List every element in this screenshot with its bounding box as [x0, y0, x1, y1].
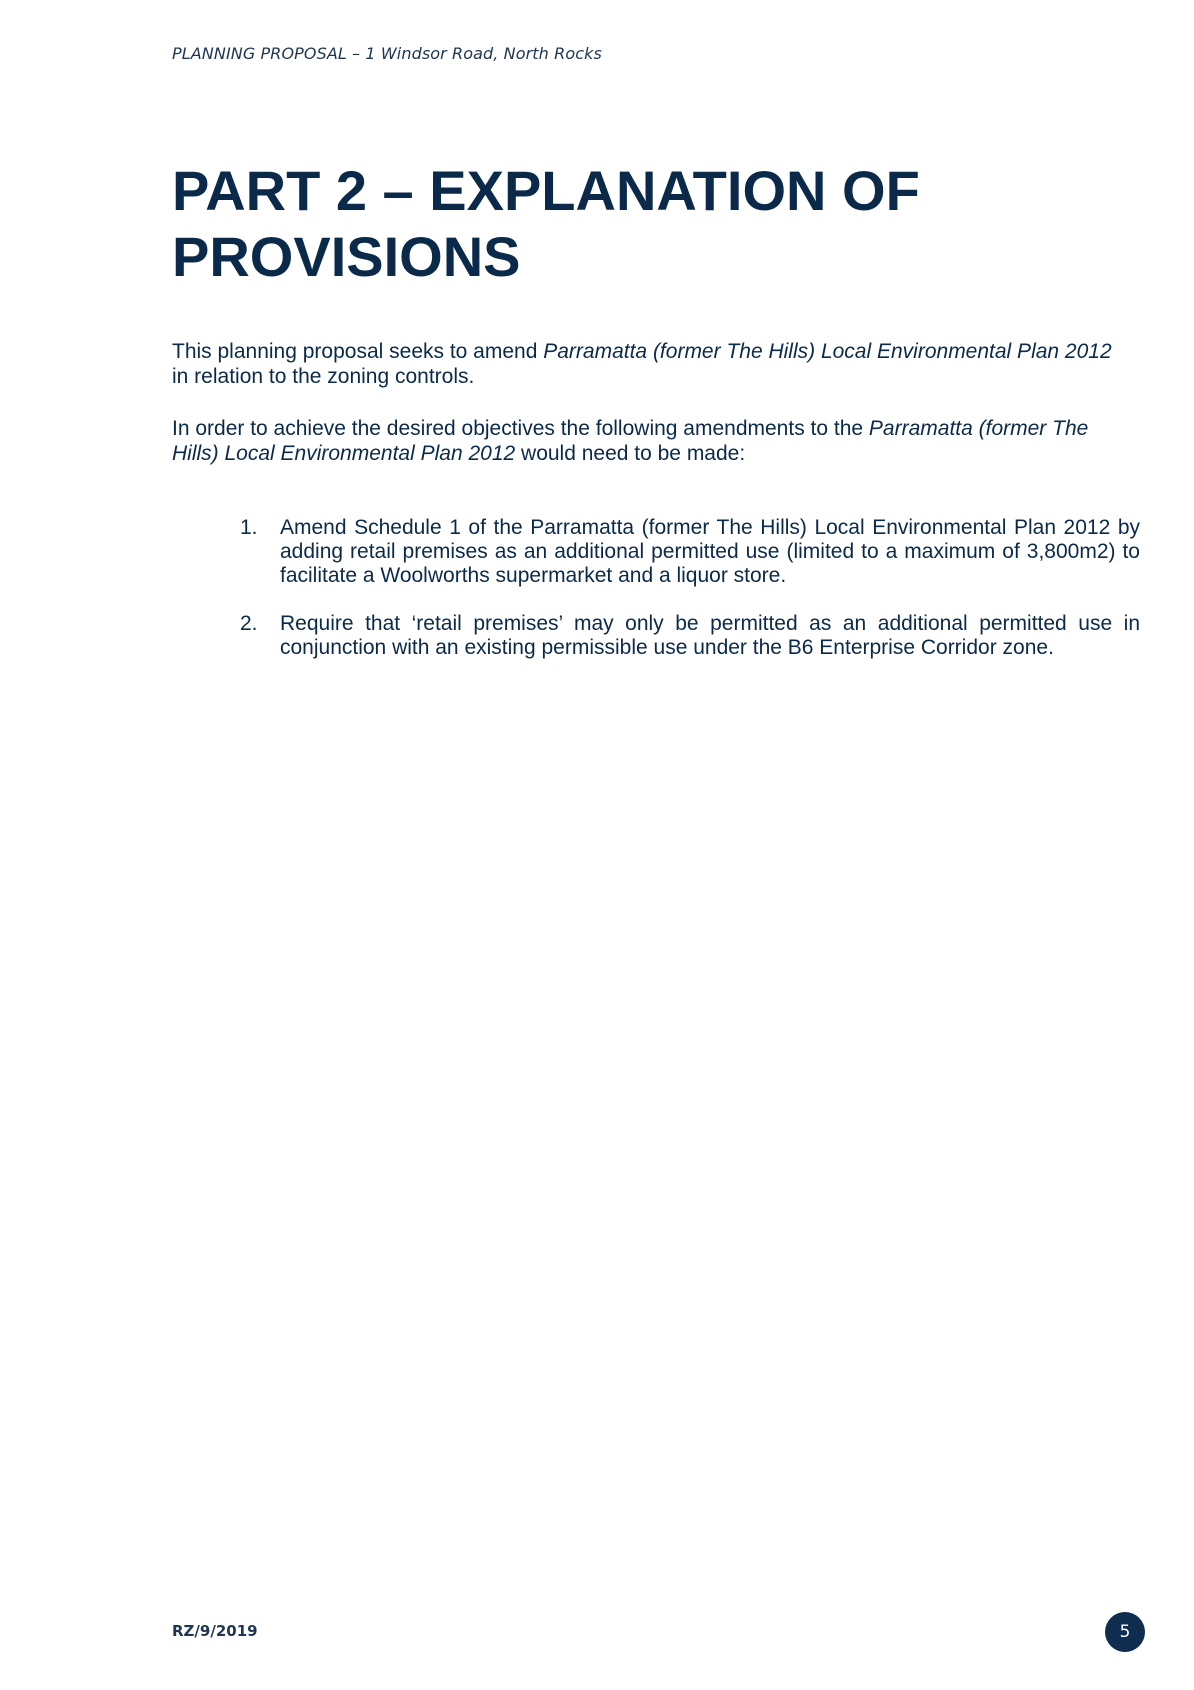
page-title-line-1: PART 2 – EXPLANATION OF: [172, 159, 920, 222]
intro-paragraph-2: [172, 416, 1132, 466]
page-number: 5: [1119, 1622, 1131, 1642]
list-item-text: Amend Schedule 1 of the Parramatta (former The Hills) Local Environmental Plan 2012 by adding retail premises as an additional permitted use (limited to a maximum of 3,800m2) to facilitate a Woolworths supermarket and a liquor store.: [280, 516, 1140, 587]
page-title-line-2: PROVISIONS: [172, 225, 521, 288]
lep-title-italic: Parramatta (former The Hills) Local Environmental Plan 2012: [172, 417, 1089, 465]
lep-title-italic: Parramatta (former The Hills) Local Environmental Plan 2012: [543, 340, 1112, 363]
page-title: [172, 158, 1072, 290]
intro-paragraph-1-tail: in relation to the zoning controls.: [172, 365, 475, 388]
intro-paragraph-1-text: This planning proposal seeks to amend: [172, 340, 544, 363]
running-header: PLANNING PROPOSAL – 1 Windsor Road, North Rocks: [172, 44, 602, 63]
intro-paragraph-1: [172, 339, 1132, 389]
footer-reference: RZ/9/2019: [172, 1622, 258, 1640]
list-item-number: 2.: [240, 612, 258, 635]
list-item: [240, 516, 1140, 588]
list-item-text: Require that ‘retail premises’ may only be permitted as an additional permitted use in conjunction with an existing permissible use under the B6 Enterprise Corridor zone.: [280, 612, 1140, 659]
intro-paragraph-2-text: In order to achieve the desired objectives the following amendments to the: [172, 417, 869, 440]
list-item: [240, 612, 1140, 660]
amendments-list: [240, 516, 1140, 684]
page-number-badge: [1105, 1612, 1145, 1652]
list-item-number: 1.: [240, 516, 258, 539]
intro-paragraph-2-tail: would need to be made:: [515, 442, 746, 465]
